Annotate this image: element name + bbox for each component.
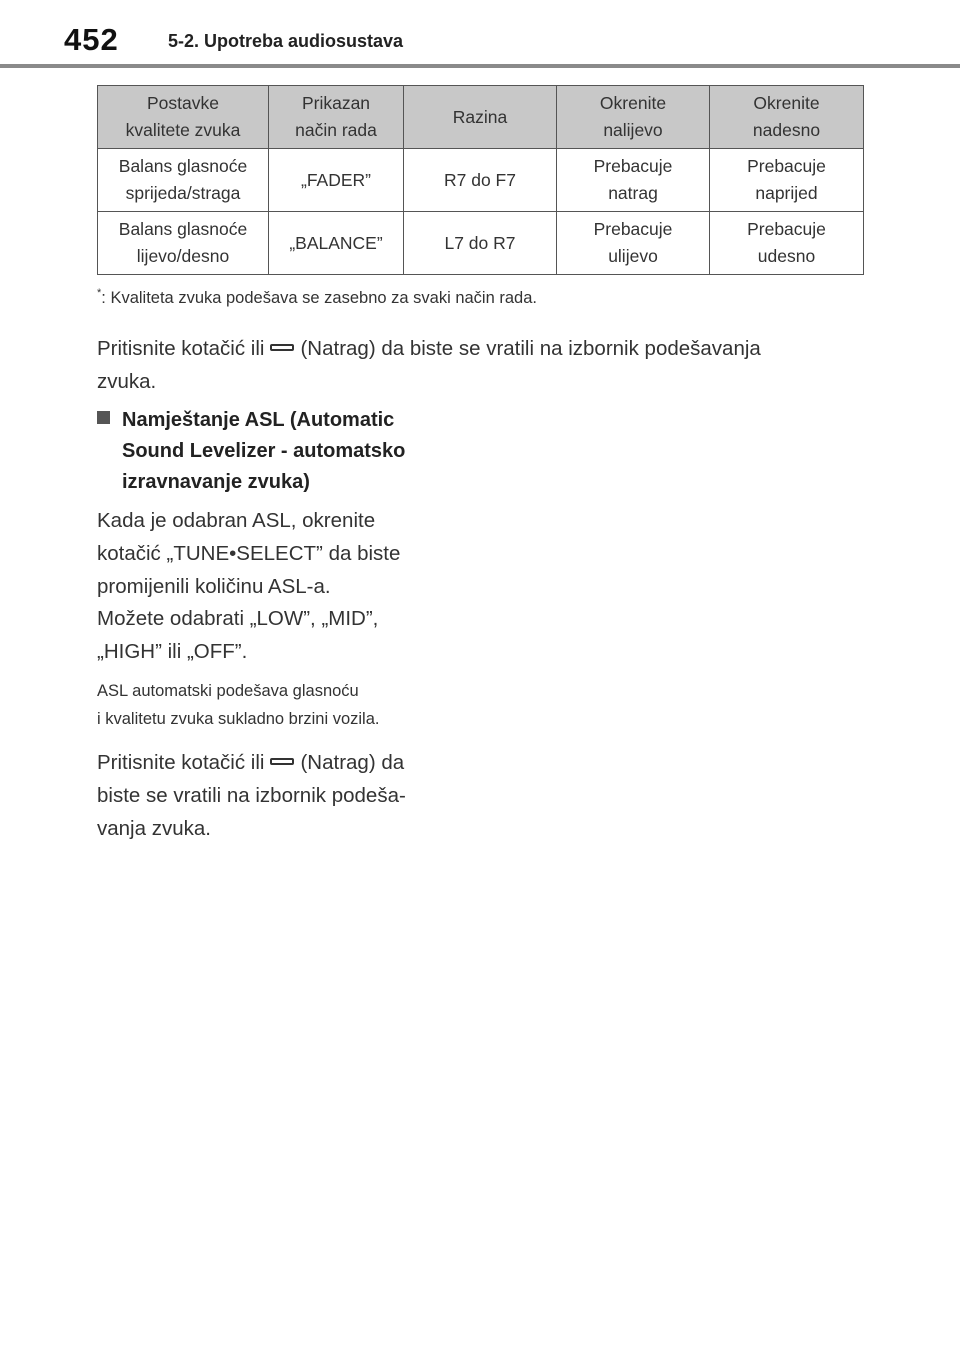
table-footnote [97,289,537,308]
heading-text: izravnavanje zvuka) [122,471,310,493]
paragraph-text: kotačić „TUNE•SELECT” da biste [97,542,401,565]
page-number: 452 [64,22,119,57]
table-header-cell: Postavke kvalitete zvuka [98,86,269,149]
table-cell: Balans glasnoće lijevo/desno [98,212,269,275]
table-cell: L7 do R7 [404,212,557,275]
heading-text: Sound Levelizer - automatsko [122,440,406,462]
table-header-cell: Prikazan način rada [269,86,404,149]
table-header-cell: Razina [404,86,557,149]
paragraph-text: (Natrag) da [300,751,405,774]
table-cell: R7 do F7 [404,149,557,212]
asl-section-heading [97,405,477,498]
paragraph-text: „HIGH” ili „OFF”. [97,640,248,663]
table-cell: Prebacuje naprijed [710,149,864,212]
heading-text: Namještanje ASL (Automatic [122,409,395,431]
table-header-cell: Okrenite nadesno [710,86,864,149]
paragraph-text: Pritisnite kotačić ili [97,751,265,774]
table-cell: Balans glasnoće sprijeda/straga [98,149,269,212]
table-cell: Prebacuje udesno [710,212,864,275]
footnote-text: : Kvaliteta zvuka podešava se zasebno za svaki način rada. [101,289,537,307]
asl-note [97,677,379,733]
back-button-icon [270,758,294,765]
footnote-marker: * [97,287,102,299]
paragraph-text: Pritisnite kotačić ili [97,337,265,360]
paragraph-text: Kada je odabran ASL, okrenite [97,509,376,532]
paragraph-text: (Natrag) da biste se vratili na izbornik podešavanja [300,337,761,360]
paragraph-text: biste se vratili na izbornik podeša- [97,784,406,807]
table-row [98,149,864,212]
back-instruction-paragraph [97,332,877,398]
asl-back-paragraph [97,746,517,845]
table-cell: Prebacuje natrag [557,149,710,212]
header-divider [0,64,960,68]
table-row [98,212,864,275]
asl-options-paragraph [97,602,378,668]
section-title: 5-2. Upotreba audiosustava [168,31,404,51]
table-cell: Prebacuje ulijevo [557,212,710,275]
paragraph-text: zvuka. [97,370,157,393]
table-cell: „FADER” [269,149,404,212]
note-text: i kvalitetu zvuka sukladno brzini vozila. [97,710,380,728]
square-bullet-icon [97,411,110,424]
table-header-row [98,86,864,149]
sound-settings-table [97,85,864,275]
paragraph-text: Možete odabrati „LOW”, „MID”, [97,607,379,630]
asl-select-paragraph [97,504,400,603]
back-button-icon [270,344,294,351]
paragraph-text: vanja zvuka. [97,817,211,840]
table-header-cell: Okrenite nalijevo [557,86,710,149]
table-cell: „BALANCE” [269,212,404,275]
note-text: ASL automatski podešava glasnoću [97,682,359,700]
paragraph-text: promijenili količinu ASL-a. [97,575,331,598]
